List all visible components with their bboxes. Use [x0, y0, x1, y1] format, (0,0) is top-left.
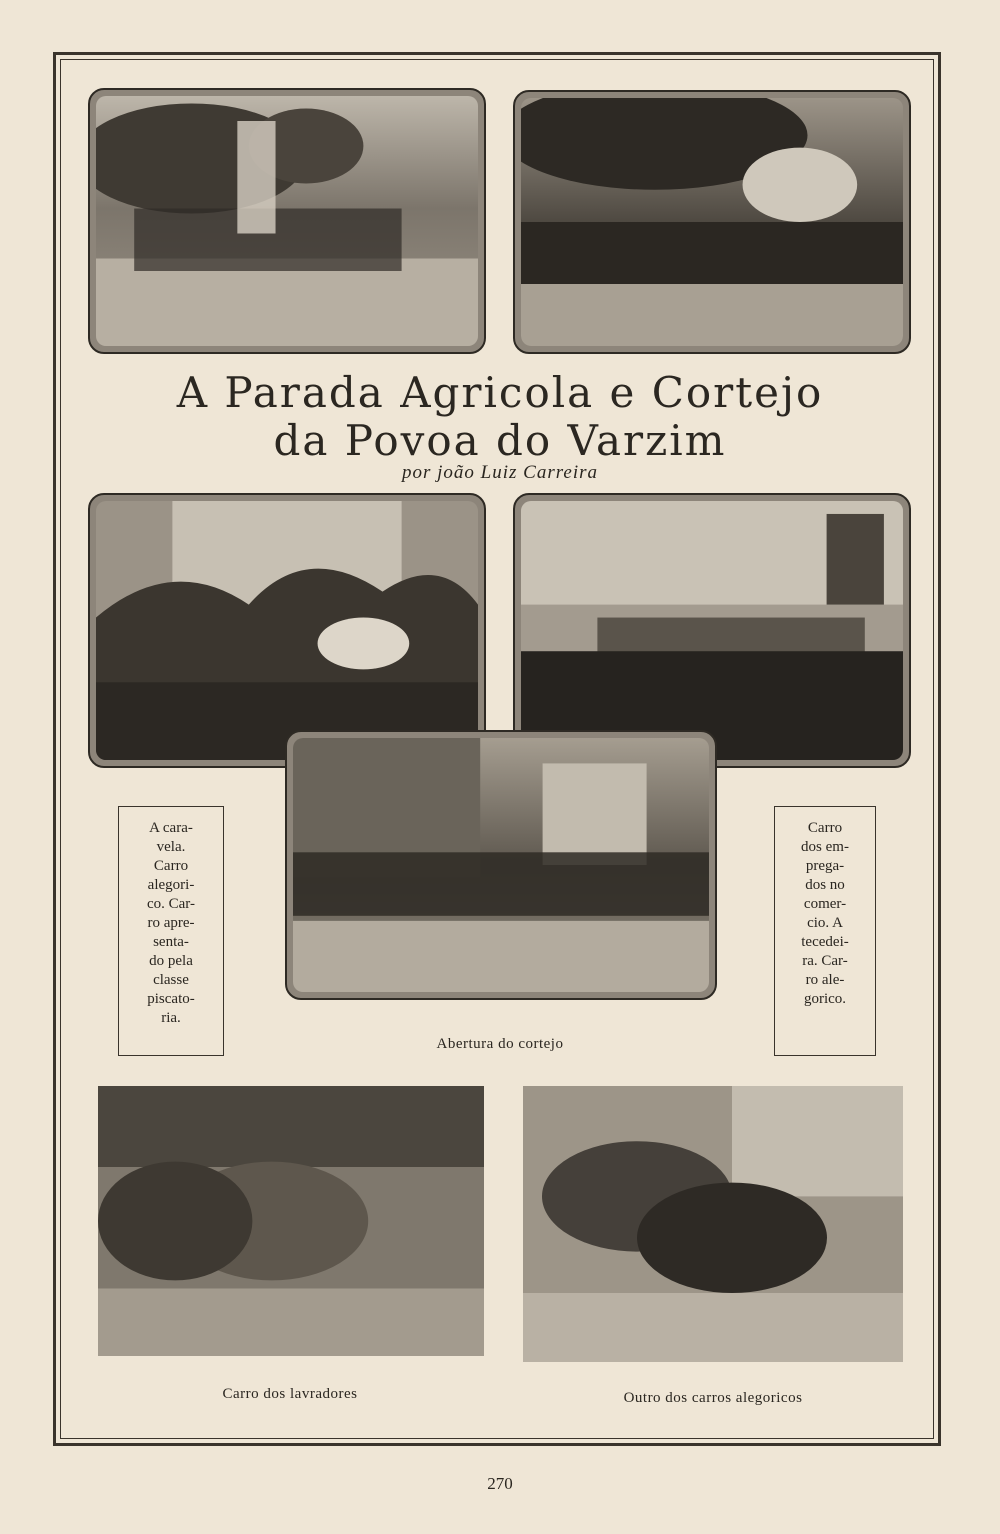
page-title: A Parada Agricola e Cortejo [176, 368, 824, 417]
caption-bottom-left: Carro dos lavradores [222, 1386, 358, 1402]
photo-icon [293, 738, 709, 992]
photo-icon [523, 1086, 903, 1362]
photo-palm-float [88, 493, 486, 768]
page-subtitle: da Povoa do Varzim [273, 416, 727, 465]
photo-icon [521, 98, 903, 346]
caption-center: Abertura do cortejo [436, 1036, 564, 1052]
photo-globe-float [513, 90, 911, 354]
photo-oxen-lavradores [98, 1086, 484, 1356]
photo-oxen-alegorico [523, 1086, 903, 1362]
photo-opening-parade [285, 730, 717, 1000]
photo-tecedeira-float [513, 493, 911, 768]
side-caption-left: A cara- vela. Carro alegori- co. Car- ro apre- senta- do pela classe piscato- ria. [118, 806, 224, 1056]
photo-icon [98, 1086, 484, 1356]
caption-bottom-right: Outro dos carros alegoricos [623, 1390, 803, 1406]
photo-icon [96, 501, 478, 760]
photo-icon [521, 501, 903, 760]
side-caption-right: Carro dos em- prega- dos no comer- cio. A tecedei- ra. Car- ro ale- gorico. [774, 806, 876, 1056]
photo-caravela-street [88, 88, 486, 354]
photo-icon [96, 96, 478, 346]
page-number: 270 [487, 1474, 513, 1493]
author-byline: por joão Luiz Carreira [401, 462, 599, 483]
